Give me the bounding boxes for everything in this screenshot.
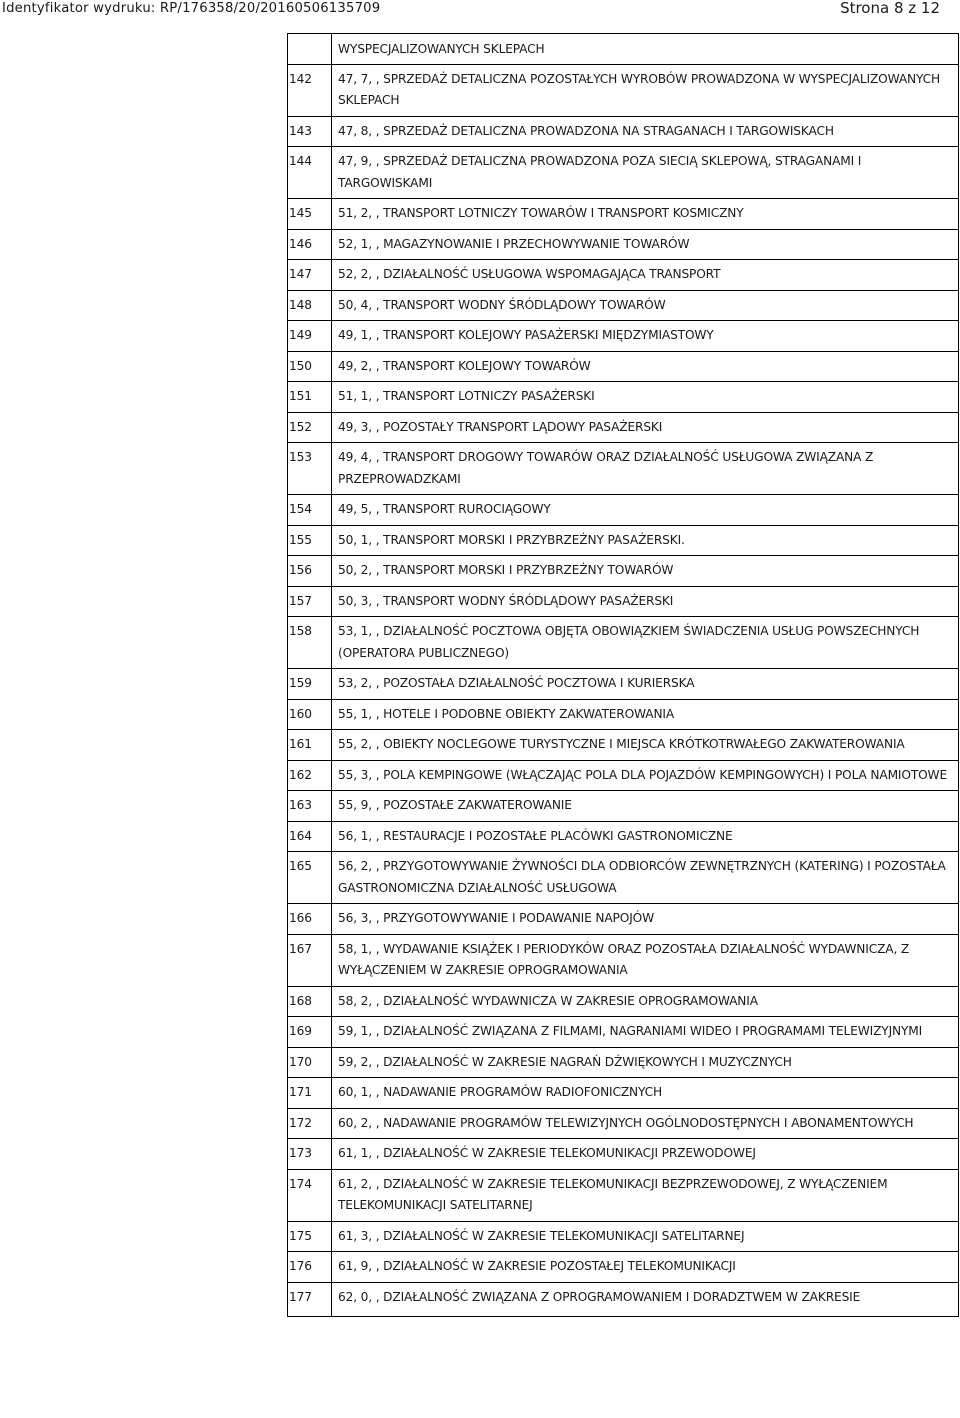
table-row: [288, 260, 959, 291]
table-row: [288, 669, 959, 700]
row-description-cell: 49, 2, , TRANSPORT KOLEJOWY TOWARÓW: [332, 351, 959, 382]
row-description-cell: 60, 1, , NADAWANIE PROGRAMÓW RADIOFONICZNYCH: [332, 1078, 959, 1109]
row-description-cell: 49, 5, , TRANSPORT RUROCIĄGOWY: [332, 495, 959, 526]
row-number-cell: 161: [288, 730, 332, 761]
row-number-cell: 165: [288, 852, 332, 904]
table-row: [288, 852, 959, 904]
row-number-cell: 154: [288, 495, 332, 526]
row-number-cell: 158: [288, 617, 332, 669]
table-row: [288, 1252, 959, 1283]
row-number-cell: 144: [288, 147, 332, 199]
row-number-cell: 160: [288, 699, 332, 730]
row-number-cell: 149: [288, 321, 332, 352]
row-description-cell: 58, 1, , WYDAWANIE KSIĄŻEK I PERIODYKÓW ORAZ POZOSTAŁA DZIAŁALNOŚĆ WYDAWNICZA, Z WYŁĄCZENIEM W ZAKRESIE OPROGRAMOWANIA: [332, 934, 959, 986]
table-row: [288, 147, 959, 199]
table-row: [288, 116, 959, 147]
row-description-cell: 56, 3, , PRZYGOTOWYWANIE I PODAWANIE NAPOJÓW: [332, 904, 959, 935]
row-description-cell: 58, 2, , DZIAŁALNOŚĆ WYDAWNICZA W ZAKRESIE OPROGRAMOWANIA: [332, 986, 959, 1017]
row-description-cell: 60, 2, , NADAWANIE PROGRAMÓW TELEWIZYJNYCH OGÓLNODOSTĘPNYCH I ABONAMENTOWYCH: [332, 1108, 959, 1139]
page-header: [0, 0, 960, 20]
table-row-continuation: [288, 34, 959, 65]
row-number-cell: 152: [288, 412, 332, 443]
row-description-cell: 59, 2, , DZIAŁALNOŚĆ W ZAKRESIE NAGRAŃ DŹWIĘKOWYCH I MUZYCZNYCH: [332, 1047, 959, 1078]
row-number-cell: 164: [288, 821, 332, 852]
row-number-cell: 143: [288, 116, 332, 147]
row-description-cell: 55, 3, , POLA KEMPINGOWE (WŁĄCZAJĄC POLA DLA POJAZDÓW KEMPINGOWYCH) I POLA NAMIOTOWE: [332, 760, 959, 791]
table-row: [288, 730, 959, 761]
row-description-cell: 49, 4, , TRANSPORT DROGOWY TOWARÓW ORAZ DZIAŁALNOŚĆ USŁUGOWA ZWIĄZANA Z PRZEPROWADZKAMI: [332, 443, 959, 495]
row-description-cell: 56, 1, , RESTAURACJE I POZOSTAŁE PLACÓWKI GASTRONOMICZNE: [332, 821, 959, 852]
row-number-cell: 153: [288, 443, 332, 495]
table-row: [288, 321, 959, 352]
table-row: [288, 1017, 959, 1048]
row-number-cell: 173: [288, 1139, 332, 1170]
table-row: [288, 1047, 959, 1078]
row-description-cell: WYSPECJALIZOWANYCH SKLEPACH: [332, 34, 959, 65]
table-row: [288, 986, 959, 1017]
row-description-cell: 55, 2, , OBIEKTY NOCLEGOWE TURYSTYCZNE I MIEJSCA KRÓTKOTRWAŁEGO ZAKWATEROWANIA: [332, 730, 959, 761]
table-row: [288, 904, 959, 935]
row-number-cell: 145: [288, 199, 332, 230]
row-description-cell: 50, 3, , TRANSPORT WODNY ŚRÓDLĄDOWY PASAŻERSKI: [332, 586, 959, 617]
pkd-table-container: [287, 33, 958, 1317]
table-row: [288, 495, 959, 526]
row-description-cell: 50, 2, , TRANSPORT MORSKI I PRZYBRZEŻNY TOWARÓW: [332, 556, 959, 587]
print-identifier: Identyfikator wydruku: RP/176358/20/20160506135709: [2, 1, 381, 16]
row-number-cell: 148: [288, 290, 332, 321]
table-row: [288, 443, 959, 495]
row-description-cell: 47, 8, , SPRZEDAŻ DETALICZNA PROWADZONA NA STRAGANACH I TARGOWISKACH: [332, 116, 959, 147]
row-description-cell: 55, 1, , HOTELE I PODOBNE OBIEKTY ZAKWATEROWANIA: [332, 699, 959, 730]
row-number-cell: 166: [288, 904, 332, 935]
row-number-cell: 163: [288, 791, 332, 822]
row-number-cell: 170: [288, 1047, 332, 1078]
row-number-cell: 171: [288, 1078, 332, 1109]
row-description-cell: 52, 1, , MAGAZYNOWANIE I PRZECHOWYWANIE TOWARÓW: [332, 229, 959, 260]
row-number-cell: 150: [288, 351, 332, 382]
row-description-cell: 53, 2, , POZOSTAŁA DZIAŁALNOŚĆ POCZTOWA I KURIERSKA: [332, 669, 959, 700]
table-row: [288, 791, 959, 822]
row-description-cell: 47, 9, , SPRZEDAŻ DETALICZNA PROWADZONA POZA SIECIĄ SKLEPOWĄ, STRAGANAMI I TARGOWISKAMI: [332, 147, 959, 199]
row-description-cell: 59, 1, , DZIAŁALNOŚĆ ZWIĄZANA Z FILMAMI, NAGRANIAMI WIDEO I PROGRAMAMI TELEWIZYJNYMI: [332, 1017, 959, 1048]
row-number-cell: 167: [288, 934, 332, 986]
row-number-cell: 151: [288, 382, 332, 413]
row-number-cell: 175: [288, 1221, 332, 1252]
table-row: [288, 412, 959, 443]
row-description-cell: 61, 2, , DZIAŁALNOŚĆ W ZAKRESIE TELEKOMUNIKACJI BEZPRZEWODOWEJ, Z WYŁĄCZENIEM TELEKOMUNIKACJI SATELITARNEJ: [332, 1169, 959, 1221]
row-number-cell: 142: [288, 64, 332, 116]
pkd-activity-table: [287, 33, 959, 1317]
table-row: [288, 1139, 959, 1170]
row-description-cell: 62, 0, , DZIAŁALNOŚĆ ZWIĄZANA Z OPROGRAMOWANIEM I DORADZTWEM W ZAKRESIE: [332, 1282, 959, 1317]
table-row: [288, 1108, 959, 1139]
table-body: [288, 34, 959, 1317]
row-number-cell: 159: [288, 669, 332, 700]
page-number: Strona 8 z 12: [840, 0, 940, 17]
row-description-cell: 53, 1, , DZIAŁALNOŚĆ POCZTOWA OBJĘTA OBOWIĄZKIEM ŚWIADCZENIA USŁUG POWSZECHNYCH (OPERATORA PUBLICZNEGO): [332, 617, 959, 669]
row-number-cell: 177: [288, 1282, 332, 1317]
row-description-cell: 52, 2, , DZIAŁALNOŚĆ USŁUGOWA WSPOMAGAJĄCA TRANSPORT: [332, 260, 959, 291]
row-description-cell: 61, 1, , DZIAŁALNOŚĆ W ZAKRESIE TELEKOMUNIKACJI PRZEWODOWEJ: [332, 1139, 959, 1170]
table-row: [288, 821, 959, 852]
table-row: [288, 556, 959, 587]
table-row: [288, 525, 959, 556]
row-number-cell: 155: [288, 525, 332, 556]
row-number-cell: 172: [288, 1108, 332, 1139]
table-row: [288, 229, 959, 260]
table-row: [288, 290, 959, 321]
row-number-cell: 174: [288, 1169, 332, 1221]
row-number-cell: 146: [288, 229, 332, 260]
table-row: [288, 382, 959, 413]
row-number-cell: 176: [288, 1252, 332, 1283]
table-row: [288, 199, 959, 230]
row-description-cell: 61, 3, , DZIAŁALNOŚĆ W ZAKRESIE TELEKOMUNIKACJI SATELITARNEJ: [332, 1221, 959, 1252]
row-description-cell: 51, 2, , TRANSPORT LOTNICZY TOWARÓW I TRANSPORT KOSMICZNY: [332, 199, 959, 230]
table-row: [288, 1221, 959, 1252]
row-number-cell: [288, 34, 332, 65]
table-row: [288, 617, 959, 669]
row-number-cell: 147: [288, 260, 332, 291]
row-number-cell: 157: [288, 586, 332, 617]
table-row: [288, 64, 959, 116]
table-row: [288, 351, 959, 382]
row-number-cell: 156: [288, 556, 332, 587]
table-row: [288, 1078, 959, 1109]
table-row: [288, 760, 959, 791]
row-number-cell: 169: [288, 1017, 332, 1048]
row-description-cell: 56, 2, , PRZYGOTOWYWANIE ŻYWNOŚCI DLA ODBIORCÓW ZEWNĘTRZNYCH (KATERING) I POZOSTAŁA GASTRONOMICZNA DZIAŁALNOŚĆ USŁUGOWA: [332, 852, 959, 904]
table-row: [288, 699, 959, 730]
row-description-cell: 49, 3, , POZOSTAŁY TRANSPORT LĄDOWY PASAŻERSKI: [332, 412, 959, 443]
row-description-cell: 50, 4, , TRANSPORT WODNY ŚRÓDLĄDOWY TOWARÓW: [332, 290, 959, 321]
row-description-cell: 51, 1, , TRANSPORT LOTNICZY PASAŻERSKI: [332, 382, 959, 413]
table-row: [288, 586, 959, 617]
table-row: [288, 1282, 959, 1317]
row-description-cell: 50, 1, , TRANSPORT MORSKI I PRZYBRZEŻNY PASAŻERSKI.: [332, 525, 959, 556]
row-number-cell: 162: [288, 760, 332, 791]
table-row: [288, 1169, 959, 1221]
row-description-cell: 49, 1, , TRANSPORT KOLEJOWY PASAŻERSKI MIĘDZYMIASTOWY: [332, 321, 959, 352]
row-description-cell: 55, 9, , POZOSTAŁE ZAKWATEROWANIE: [332, 791, 959, 822]
row-description-cell: 61, 9, , DZIAŁALNOŚĆ W ZAKRESIE POZOSTAŁEJ TELEKOMUNIKACJI: [332, 1252, 959, 1283]
table-row: [288, 934, 959, 986]
row-description-cell: 47, 7, , SPRZEDAŻ DETALICZNA POZOSTAŁYCH WYROBÓW PROWADZONA W WYSPECJALIZOWANYCH SKLEPACH: [332, 64, 959, 116]
row-number-cell: 168: [288, 986, 332, 1017]
